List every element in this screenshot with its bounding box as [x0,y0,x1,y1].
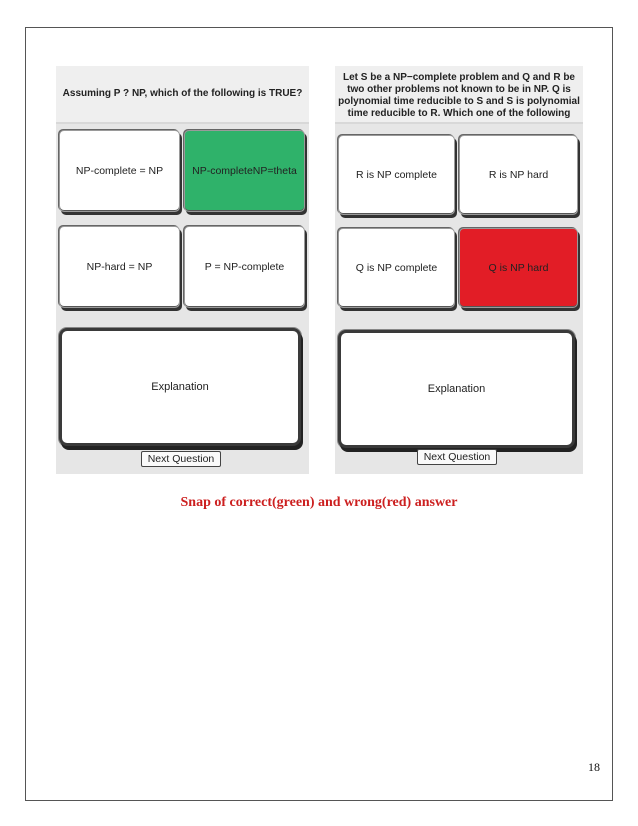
left-quiz-screenshot [56,66,309,474]
option-button[interactable]: NP-complete = NP [59,130,180,212]
option-button[interactable]: P = NP-complete [184,226,305,308]
right-quiz-screenshot [335,66,583,474]
option-button[interactable]: R is NP complete [338,135,455,215]
next-question-button[interactable]: Next Question [417,449,497,465]
explanation-box[interactable]: Explanation [338,330,575,448]
option-button[interactable]: R is NP hard [459,135,578,215]
next-question-button[interactable]: Next Question [141,451,221,467]
page-number: 18 [588,760,600,774]
wrong-option-button[interactable]: Q is NP hard [459,228,578,308]
figure-caption: Snap of correct(green) and wrong(red) answer [180,495,458,510]
explanation-box[interactable]: Explanation [59,328,301,446]
correct-option-button[interactable]: NP-completeNP=theta [184,130,305,212]
question-text: Assuming P ? NP, which of the following is TRUE? [56,66,309,124]
question-text: Let S be a NP−complete problem and Q and R be two other problems not known to be in NP. Q is polynomial time reducible to S and S is polynomial time reducible to R. Which one of the following [335,66,583,124]
option-button[interactable]: Q is NP complete [338,228,455,308]
option-button[interactable]: NP-hard = NP [59,226,180,308]
